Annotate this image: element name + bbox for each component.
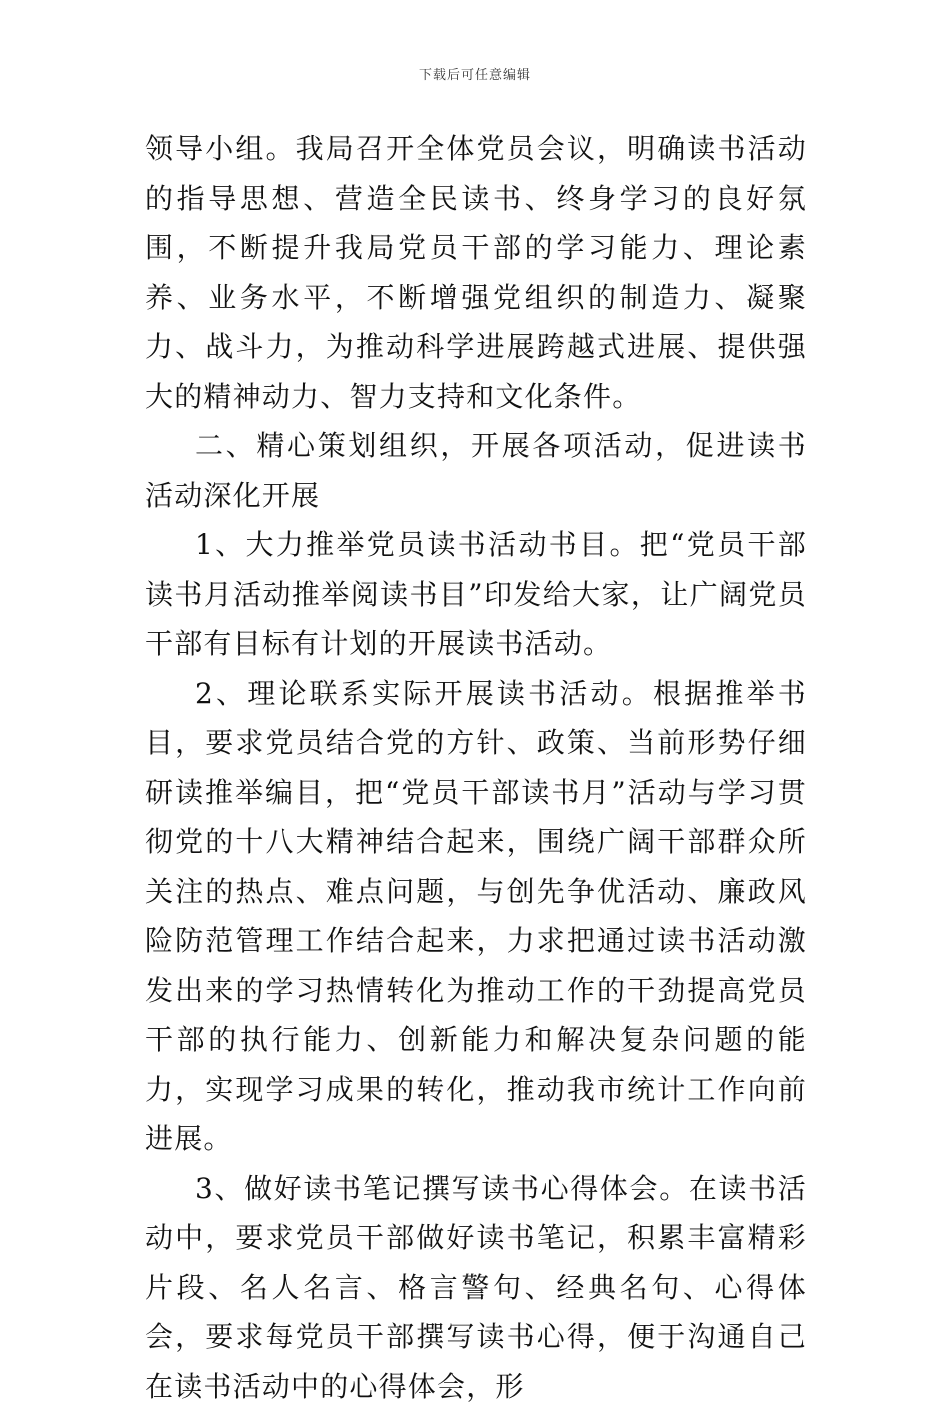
paragraph-item-2: 2、理论联系实际开展读书活动。根据推举书目，要求党员结合党的方针、政策、当前形势仔细研读推举编目，把“党员干部读书月”活动与学习贯彻党的十八大精神结合起来，围绕广阔干部群众所关注的热点、难点问题，与创先争优活动、廉政风险防范管理工作结合起来，力求把通过读书活动激发出来的学习热情转化为推动工作的干劲提高党员干部的执行能力、创新能力和解决复杂问题的能力，实现学习成果的转化，推动我市统计工作向前进展。	[145, 669, 807, 1164]
document-body	[145, 124, 807, 1411]
section-heading-2: 二、精心策划组织，开展各项活动，促进读书活动深化开展	[145, 421, 807, 520]
paragraph-item-3: 3、做好读书笔记撰写读书心得体会。在读书活动中，要求党员干部做好读书笔记，积累丰富精彩片段、名人名言、格言警句、经典名句、心得体会，要求每党员干部撰写读书心得，便于沟通自己在读书活动中的心得体会，形	[145, 1164, 807, 1411]
paragraph-continuation: 领导小组。我局召开全体党员会议，明确读书活动的指导思想、营造全民读书、终身学习的良好氛围，不断提升我局党员干部的学习能力、理论素养、业务水平，不断增强党组织的制造力、凝聚力、战斗力，为推动科学进展跨越式进展、提供强大的精神动力、智力支持和文化条件。	[145, 124, 807, 421]
paragraph-item-1: 1、大力推举党员读书活动书目。把“党员干部读书月活动推举阅读书目”印发给大家，让广阔党员干部有目标有计划的开展读书活动。	[145, 520, 807, 669]
page-header: 下载后可任意编辑	[0, 64, 950, 83]
